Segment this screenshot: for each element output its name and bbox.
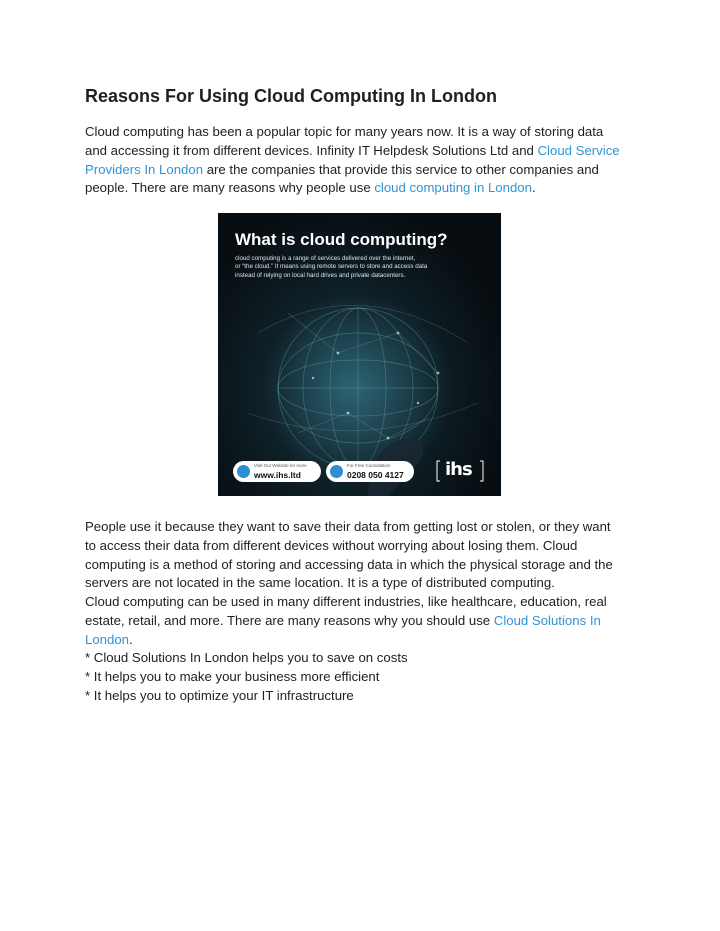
list-item: * Cloud Solutions In London helps you to save on costs: [85, 650, 408, 665]
phone-badge: [326, 461, 414, 482]
infographic-description-line: instead of relying on local hard drives and private datacenters.: [235, 271, 406, 279]
list-item: * It helps you to optimize your IT infrastructure: [85, 687, 354, 703]
body-line: servers are not located in the same location. It is a type of distributed computing.: [85, 575, 555, 591]
intro-line: [85, 179, 641, 198]
intro-text: people. There are many reasons why people use: [85, 180, 375, 196]
page-title: Reasons For Using Cloud Computing In London: [85, 86, 497, 106]
intro-line: [85, 161, 641, 180]
website-caption: Visit Our Website for more: [254, 463, 307, 468]
cloud-computing-infographic: [218, 213, 501, 496]
cloud-service-providers-link-cont[interactable]: Providers In London: [85, 161, 204, 177]
body-text: .: [129, 631, 133, 647]
body-paragraph: [85, 518, 641, 650]
intro-text: .: [531, 180, 536, 196]
ihs-logo: [436, 459, 484, 483]
infographic-title: What is cloud computing?: [235, 230, 448, 249]
body-line: to access their data from different devices without worrying about losing them. Cloud: [85, 537, 578, 553]
cloud-computing-london-link[interactable]: cloud computing in London: [374, 180, 532, 196]
website-badge: [233, 461, 321, 482]
intro-text: and accessing it from different devices. Infinity IT Helpdesk Solutions Ltd and: [85, 142, 538, 158]
infographic-description-line: cloud computing is a range of services delivered over the internet,: [235, 255, 416, 262]
body-line: [85, 612, 641, 631]
logo-text: ihs: [445, 459, 472, 480]
infographic-description: [235, 255, 487, 280]
phone-number: 0208 050 4127: [347, 470, 404, 480]
globe-icon: [237, 465, 250, 478]
phone-icon: [330, 465, 343, 478]
infographic-description-line: or “the cloud.” It means using remote servers to store and access data: [235, 263, 428, 271]
phone-caption: For Free Consultation: [347, 463, 391, 468]
intro-line: [85, 142, 641, 161]
body-text: estate, retail, and more. There are many reasons why you should use: [85, 612, 494, 628]
cloud-solutions-london-link[interactable]: Cloud Solutions In: [493, 612, 601, 628]
body-line: computing is a method of storing and accessing data in which the physical storage and the: [85, 556, 613, 572]
intro-line: Cloud computing has been a popular topic for many years now. It is a way of storing data: [85, 124, 604, 139]
list-item: * It helps you to make your business more efficient: [85, 668, 380, 684]
intro-text: are the companies that provide this service to other companies and: [203, 161, 599, 177]
website-url: www.ihs.ltd: [254, 470, 301, 480]
body-line: People use it because they want to save their data from getting lost or stolen, or they want: [85, 519, 611, 534]
cloud-service-providers-link[interactable]: Cloud Service: [537, 142, 620, 158]
body-line: Cloud computing can be used in many different industries, like healthcare, education, real: [85, 594, 607, 610]
cloud-solutions-london-link-cont[interactable]: London: [85, 631, 130, 647]
body-line: [85, 631, 641, 650]
benefits-list: [85, 649, 408, 705]
intro-paragraph: [85, 123, 641, 198]
